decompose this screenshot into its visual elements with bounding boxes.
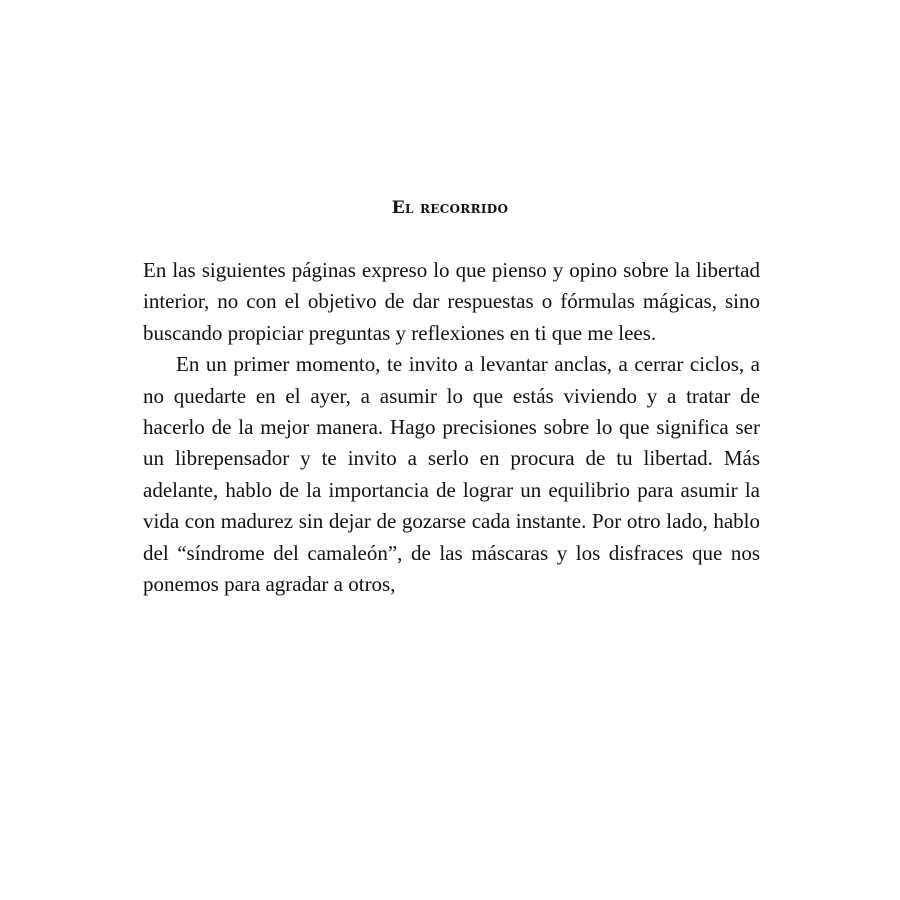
body-text bbox=[143, 255, 760, 600]
chapter-heading: El recorrido bbox=[391, 198, 509, 218]
paragraph-2: En un primer momento, te invito a levantar anclas, a cerrar ciclos, a no quedarte en el ayer, a asumir lo que estás viviendo y a tratar de hacerlo de la mejor manera. Hago precisiones sobre lo que significa ser un librepensador y te invito a serlo en procura de tu libertad. Más adelante, hablo de la importancia de lograr un equilibrio para asumir la vida con madurez sin dejar de gozarse cada instante. Por otro lado, hablo del “síndrome del camaleón”, de las máscaras y los disfraces que nos ponemos para agradar a otros, bbox=[143, 352, 760, 597]
paragraph-1: En las siguientes páginas expreso lo que pienso y opino sobre la libertad interior, no con el objetivo de dar respuestas o fórmulas mágicas, sino buscando propiciar preguntas y reflexiones en ti que me lees. bbox=[143, 258, 760, 345]
